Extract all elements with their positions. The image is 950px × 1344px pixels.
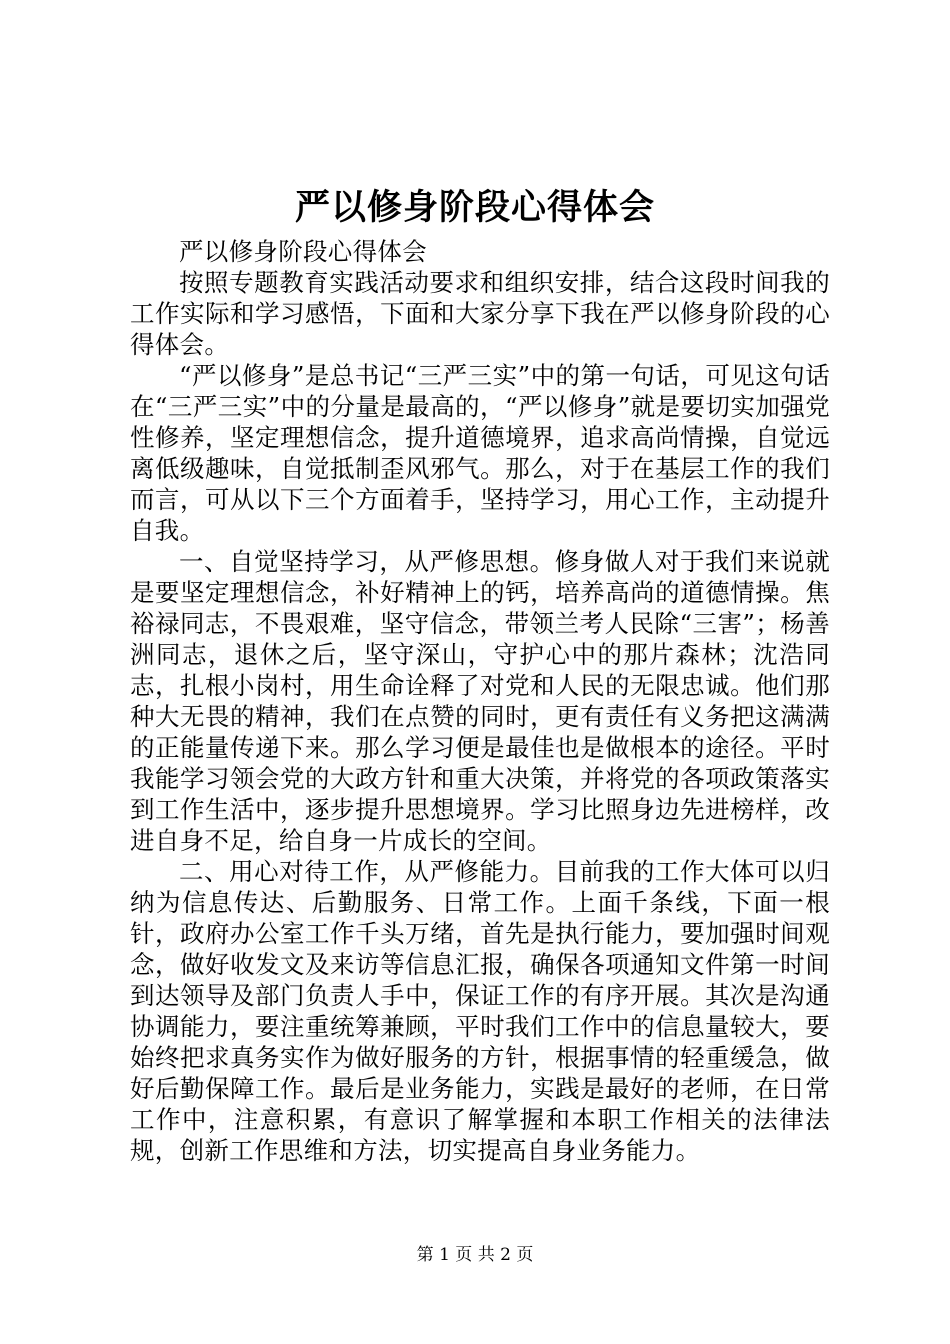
paragraph-subtitle: 严以修身阶段心得体会 — [179, 237, 427, 266]
document-title: 严以修身阶段心得体会 — [294, 187, 655, 228]
paragraph-section-two: 二、用心对待工作，从严修能力。目前我的工作大体可以归纳为信息传达、后勤服务、日常工作。上面千条线，下面一根针，政府办公室工作千头万绪，首先是执行能力，要加强时间观念，做好收发文及来访等信息汇报，确保各项通知文件第一时间到达领导及部门负责人手中，保证工作的有序开展。其次是沟通协调能力，要注重统筹兼顾，平时我们工作中的信息量较大，要始终把求真务实作为做好服务的方针，根据事情的轻重缓急，做好后勤保障工作。最后是业务能力，实践是最好的老师，在日常工作中，注意积累，有意识了解掌握和本职工作相关的法律法规，创新工作思维和方法，切实提高自身业务能力。 — [130, 857, 830, 1165]
paragraph-overview: “严以修身”是总书记“三严三实”中的第一句话，可见这句话在“三严三实”中的分量是最高的，“严以修身”就是要切实加强党性修养，坚定理想信念，提升道德境界，追求高尚情操，自觉远离低级趣味，自觉抵制歪风邪气。那么，对于在基层工作的我们而言，可从以下三个方面着手，坚持学习，用心工作，主动提升自我。 — [130, 361, 830, 545]
document-body — [130, 236, 830, 1166]
paragraph-intro: 按照专题教育实践活动要求和组织安排，结合这段时间我的工作实际和学习感悟，下面和大家分享下我在严以修身阶段的心得体会。 — [130, 268, 830, 359]
paragraph-section-one: 一、自觉坚持学习，从严修思想。修身做人对于我们来说就是要坚定理想信念，补好精神上的钙，培养高尚的道德情操。焦裕禄同志，不畏艰难，坚守信念，带领兰考人民除“三害”；杨善洲同志，退休之后，坚守深山，守护心中的那片森林；沈浩同志，扎根小岗村，用生命诠释了对党和人民的无限忠诚。他们那种大无畏的精神，我们在点赞的同时，更有责任有义务把这满满的正能量传递下来。那么学习便是最佳也是做根本的途径。平时我能学习领会党的大政方针和重大决策，并将党的各项政策落实到工作生活中，逐步提升思想境界。学习比照身边先进榜样，改进自身不足，给自身一片成长的空间。 — [130, 547, 830, 855]
page-footer: 第 1 页 共 2 页 — [416, 1245, 534, 1265]
